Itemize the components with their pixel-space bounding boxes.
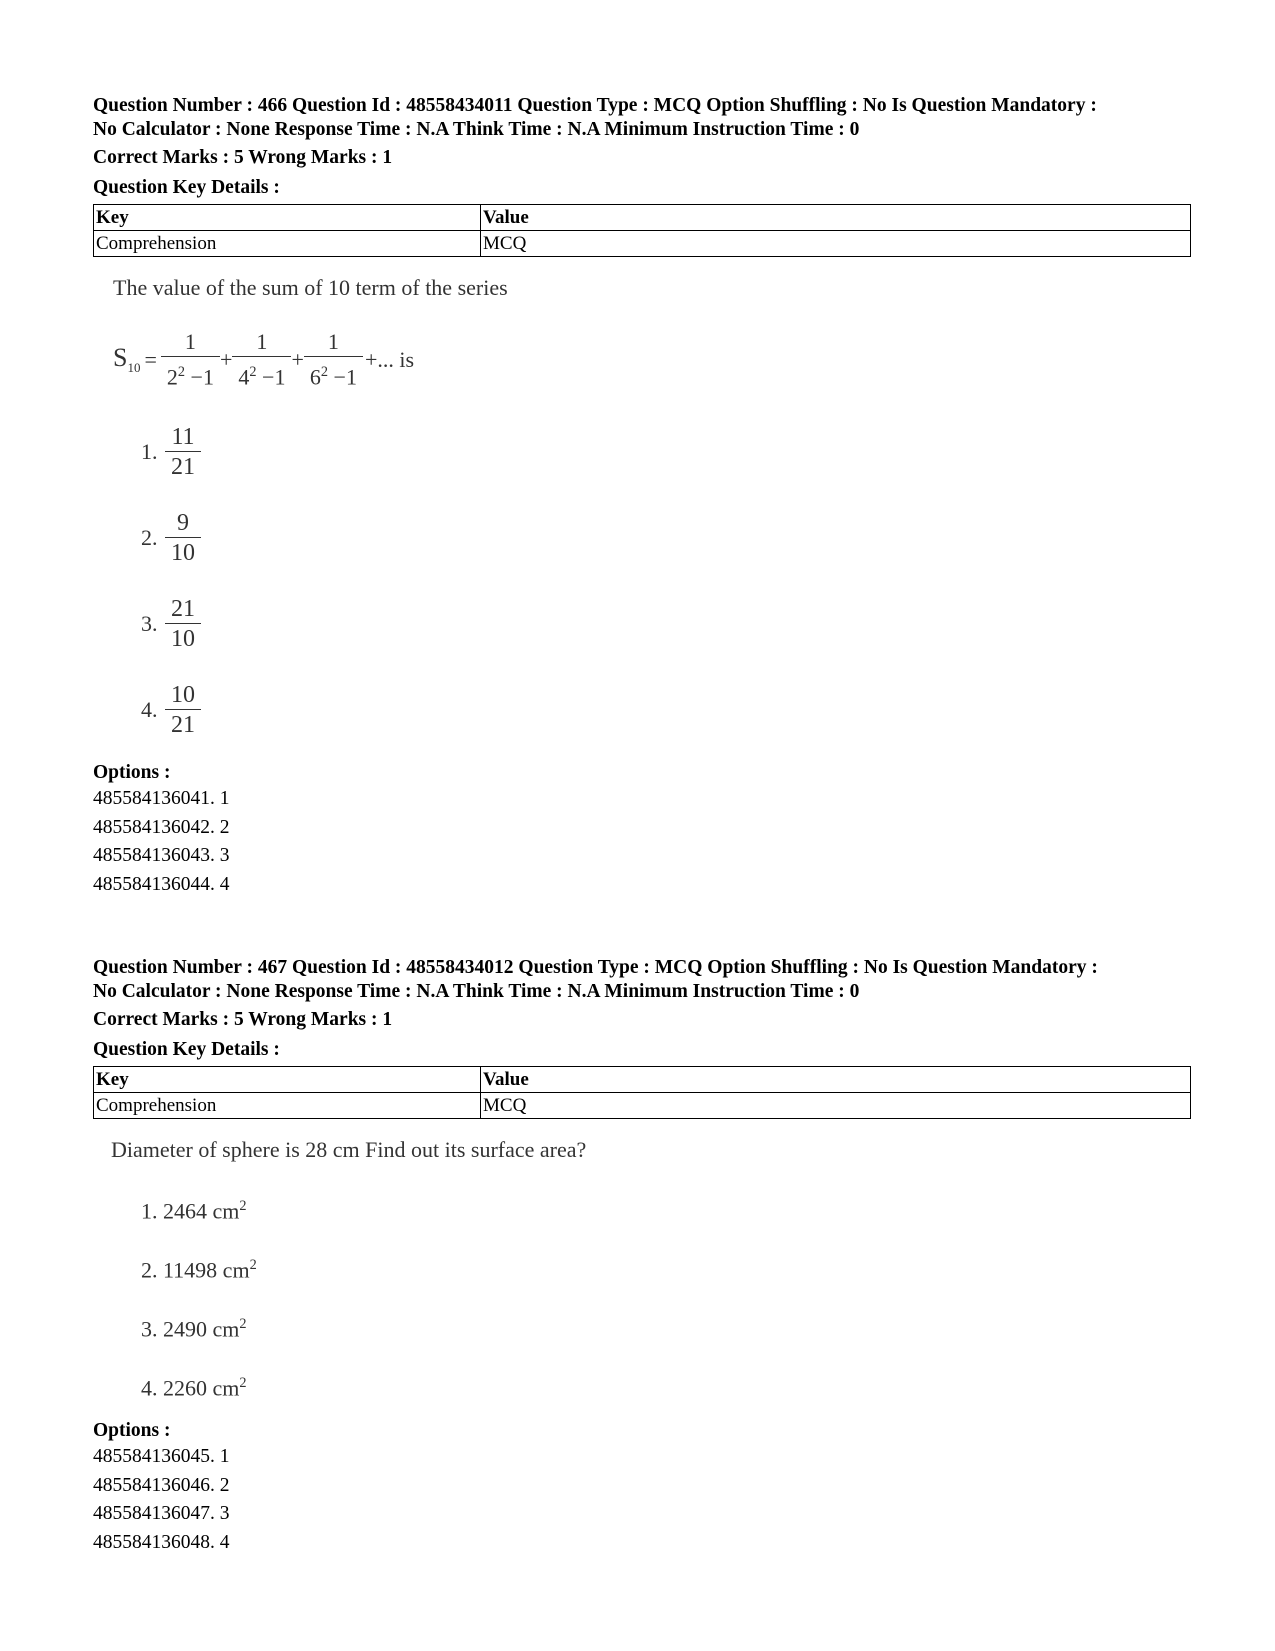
question-header-line2: No Calculator : None Response Time : N.A Think Time : N.A Minimum Instruction Time : 0 — [93, 981, 860, 1002]
answer-choice: 1. 2464 $cm^2$ — [141, 1198, 247, 1224]
option-id: 485584136044. 4 — [93, 873, 230, 895]
question-header-line1: Question Number : 466 Question Id : 48558434011 Question Type : MCQ Option Shuffling : No Is Question Mandatory : — [93, 95, 1097, 116]
question-header-line2: No Calculator : None Response Time : N.A Think Time : N.A Minimum Instruction Time : 0 — [93, 119, 860, 140]
option-id: 485584136048. 4 — [93, 1531, 230, 1553]
options-label: Options : — [93, 1420, 171, 1441]
option-id: 485584136045. 1 — [93, 1446, 230, 1467]
marks-line: Correct Marks : 5 Wrong Marks : 1 — [93, 147, 393, 168]
table-row — [94, 1093, 1191, 1119]
key-header-cell: Key — [94, 205, 481, 231]
answer-choice: 4. 2260 $cm^2$ — [141, 1375, 247, 1401]
series-term: $\frac{1}{4^2 -1}$ — [232, 328, 291, 392]
answer-choice: 4. $\frac{10}{21}$ — [141, 667, 1193, 753]
table-row — [94, 231, 1191, 257]
series-term: $\frac{1}{6^2 -1}$ — [304, 328, 363, 392]
question-header-line1: Question Number : 467 Question Id : 48558434012 Question Type : MCQ Option Shuffling : No Is Question Mandatory : — [93, 957, 1098, 978]
key-details-table — [93, 204, 1191, 257]
key-details-label: Question Key Details : — [93, 177, 280, 198]
answer-choice: 3. $\frac{21}{10}$ — [141, 581, 1193, 667]
series-expression: $S_{10}$ = $\frac{1}{2^2 -1}$ + $\frac{1}{4^2 -1}$ + $\frac{1}{6^2 -1}$ +... is — [113, 317, 1193, 403]
question-stem: The value of the sum of 10 term of the series — [113, 275, 508, 300]
value-header-cell: Value — [481, 1067, 1191, 1093]
key-details-label: Question Key Details : — [93, 1039, 280, 1060]
key-details-table — [93, 1066, 1191, 1119]
option-id: 485584136043. 3 — [93, 845, 230, 866]
answer-choices — [141, 1177, 1193, 1413]
table-header-row — [94, 1067, 1191, 1093]
question-image — [93, 1137, 1193, 1413]
value-cell: MCQ — [481, 1093, 1191, 1119]
table-header-row — [94, 205, 1191, 231]
answer-choice: 3. 2490 $cm^2$ — [141, 1316, 247, 1342]
answer-choice: 2. $\frac{9}{10}$ — [141, 495, 1193, 581]
key-cell: Comprehension — [94, 1093, 481, 1119]
question-block — [93, 94, 1193, 899]
value-header-cell: Value — [481, 205, 1191, 231]
options-label: Options : — [93, 762, 171, 783]
marks-line: Correct Marks : 5 Wrong Marks : 1 — [93, 1009, 393, 1030]
option-id: 485584136046. 2 — [93, 1474, 230, 1496]
option-id: 485584136041. 1 — [93, 788, 230, 809]
option-id: 485584136047. 3 — [93, 1503, 230, 1524]
series-term: $\frac{1}{2^2 -1}$ — [161, 328, 220, 392]
question-block — [93, 956, 1193, 1557]
key-header-cell: Key — [94, 1067, 481, 1093]
question-stem: Diameter of sphere is 28 cm Find out its surface area? — [111, 1137, 587, 1162]
option-id: 485584136042. 2 — [93, 816, 230, 838]
answer-choice: 1. $\frac{11}{21}$ — [141, 409, 1193, 495]
answer-choices — [93, 409, 1193, 753]
key-cell: Comprehension — [94, 231, 481, 257]
series-tail: +... is — [364, 347, 415, 372]
answer-choice: 2. 11498 $cm^2$ — [141, 1257, 257, 1283]
series-lhs: $S_{10}$ — [113, 343, 141, 376]
question-image — [93, 275, 1193, 753]
value-cell: MCQ — [481, 231, 1191, 257]
